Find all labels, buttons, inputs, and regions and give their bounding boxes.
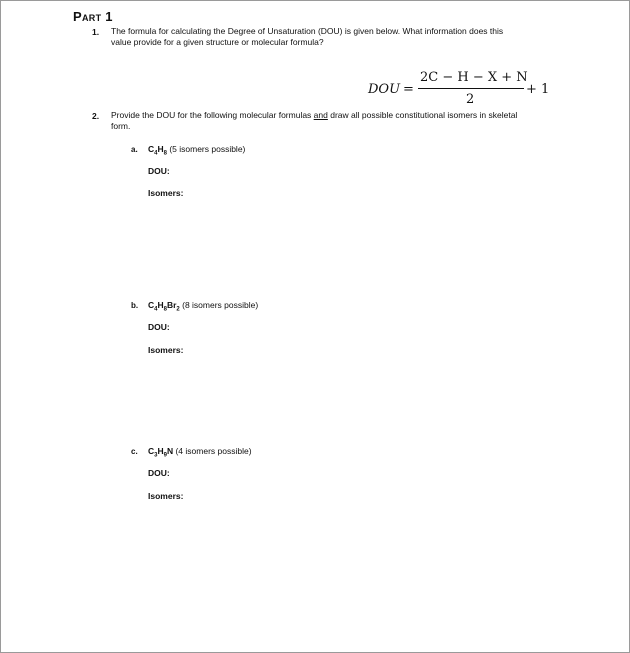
formula-fraction-bar: [418, 88, 524, 89]
part-b-isomers-label: Isomers:: [148, 345, 184, 355]
question-1-text: [111, 26, 503, 48]
part-c-formula: [148, 446, 252, 459]
part-b-letter: b.: [131, 301, 139, 310]
part-b-molecular-formula: $C_4H_8Br_2$: [148, 300, 180, 313]
part-c-note: (4 isomers possible): [173, 446, 252, 456]
part-b-dou-label: DOU:: [148, 322, 170, 332]
part-a-molecular-formula: $C_4H_8$: [148, 144, 167, 157]
formula-equals: =: [403, 82, 414, 97]
question-2-text: [111, 110, 517, 132]
question-1-number: 1.: [92, 27, 100, 37]
part-a-formula: [148, 144, 245, 157]
formula-denominator: 2: [466, 92, 475, 107]
question-2-number: 2.: [92, 111, 100, 121]
dou-formula: [368, 70, 568, 112]
part-a-isomers-label: Isomers:: [148, 188, 184, 198]
part-a-note: (5 isomers possible): [166, 144, 246, 154]
part-b-formula: [148, 300, 258, 313]
question-1-line-1: The formula for calculating the Degree of Unsaturation (DOU) is given below. What information does this: [111, 26, 504, 36]
part-b-note: (8 isomers possible): [179, 300, 259, 310]
question-2-text-post: draw all possible constitutional isomers in skeletal: [327, 110, 518, 120]
part-heading: Part 1: [73, 9, 113, 24]
question-2-line-1: [111, 110, 517, 121]
question-2-text-pre: Provide the DOU for the following molecular formulas: [111, 110, 314, 120]
question-2-text-underlined: and: [313, 110, 328, 120]
part-c-molecular-formula: $C_3H_9N$: [148, 446, 174, 459]
part-a-letter: a.: [131, 145, 138, 154]
formula-plus-one: + 1: [526, 82, 550, 97]
part-a-dou-label: DOU:: [148, 166, 170, 176]
formula-numerator: 2C − H − X + N: [420, 70, 528, 85]
part-c-letter: c.: [131, 447, 138, 456]
question-1-line-2: value provide for a given structure or molecular formula?: [111, 37, 324, 47]
part-c-isomers-label: Isomers:: [148, 491, 184, 501]
part-c-dou-label: DOU:: [148, 468, 170, 478]
question-2-line-2: form.: [111, 121, 131, 131]
formula-lhs: DOU: [368, 82, 401, 97]
